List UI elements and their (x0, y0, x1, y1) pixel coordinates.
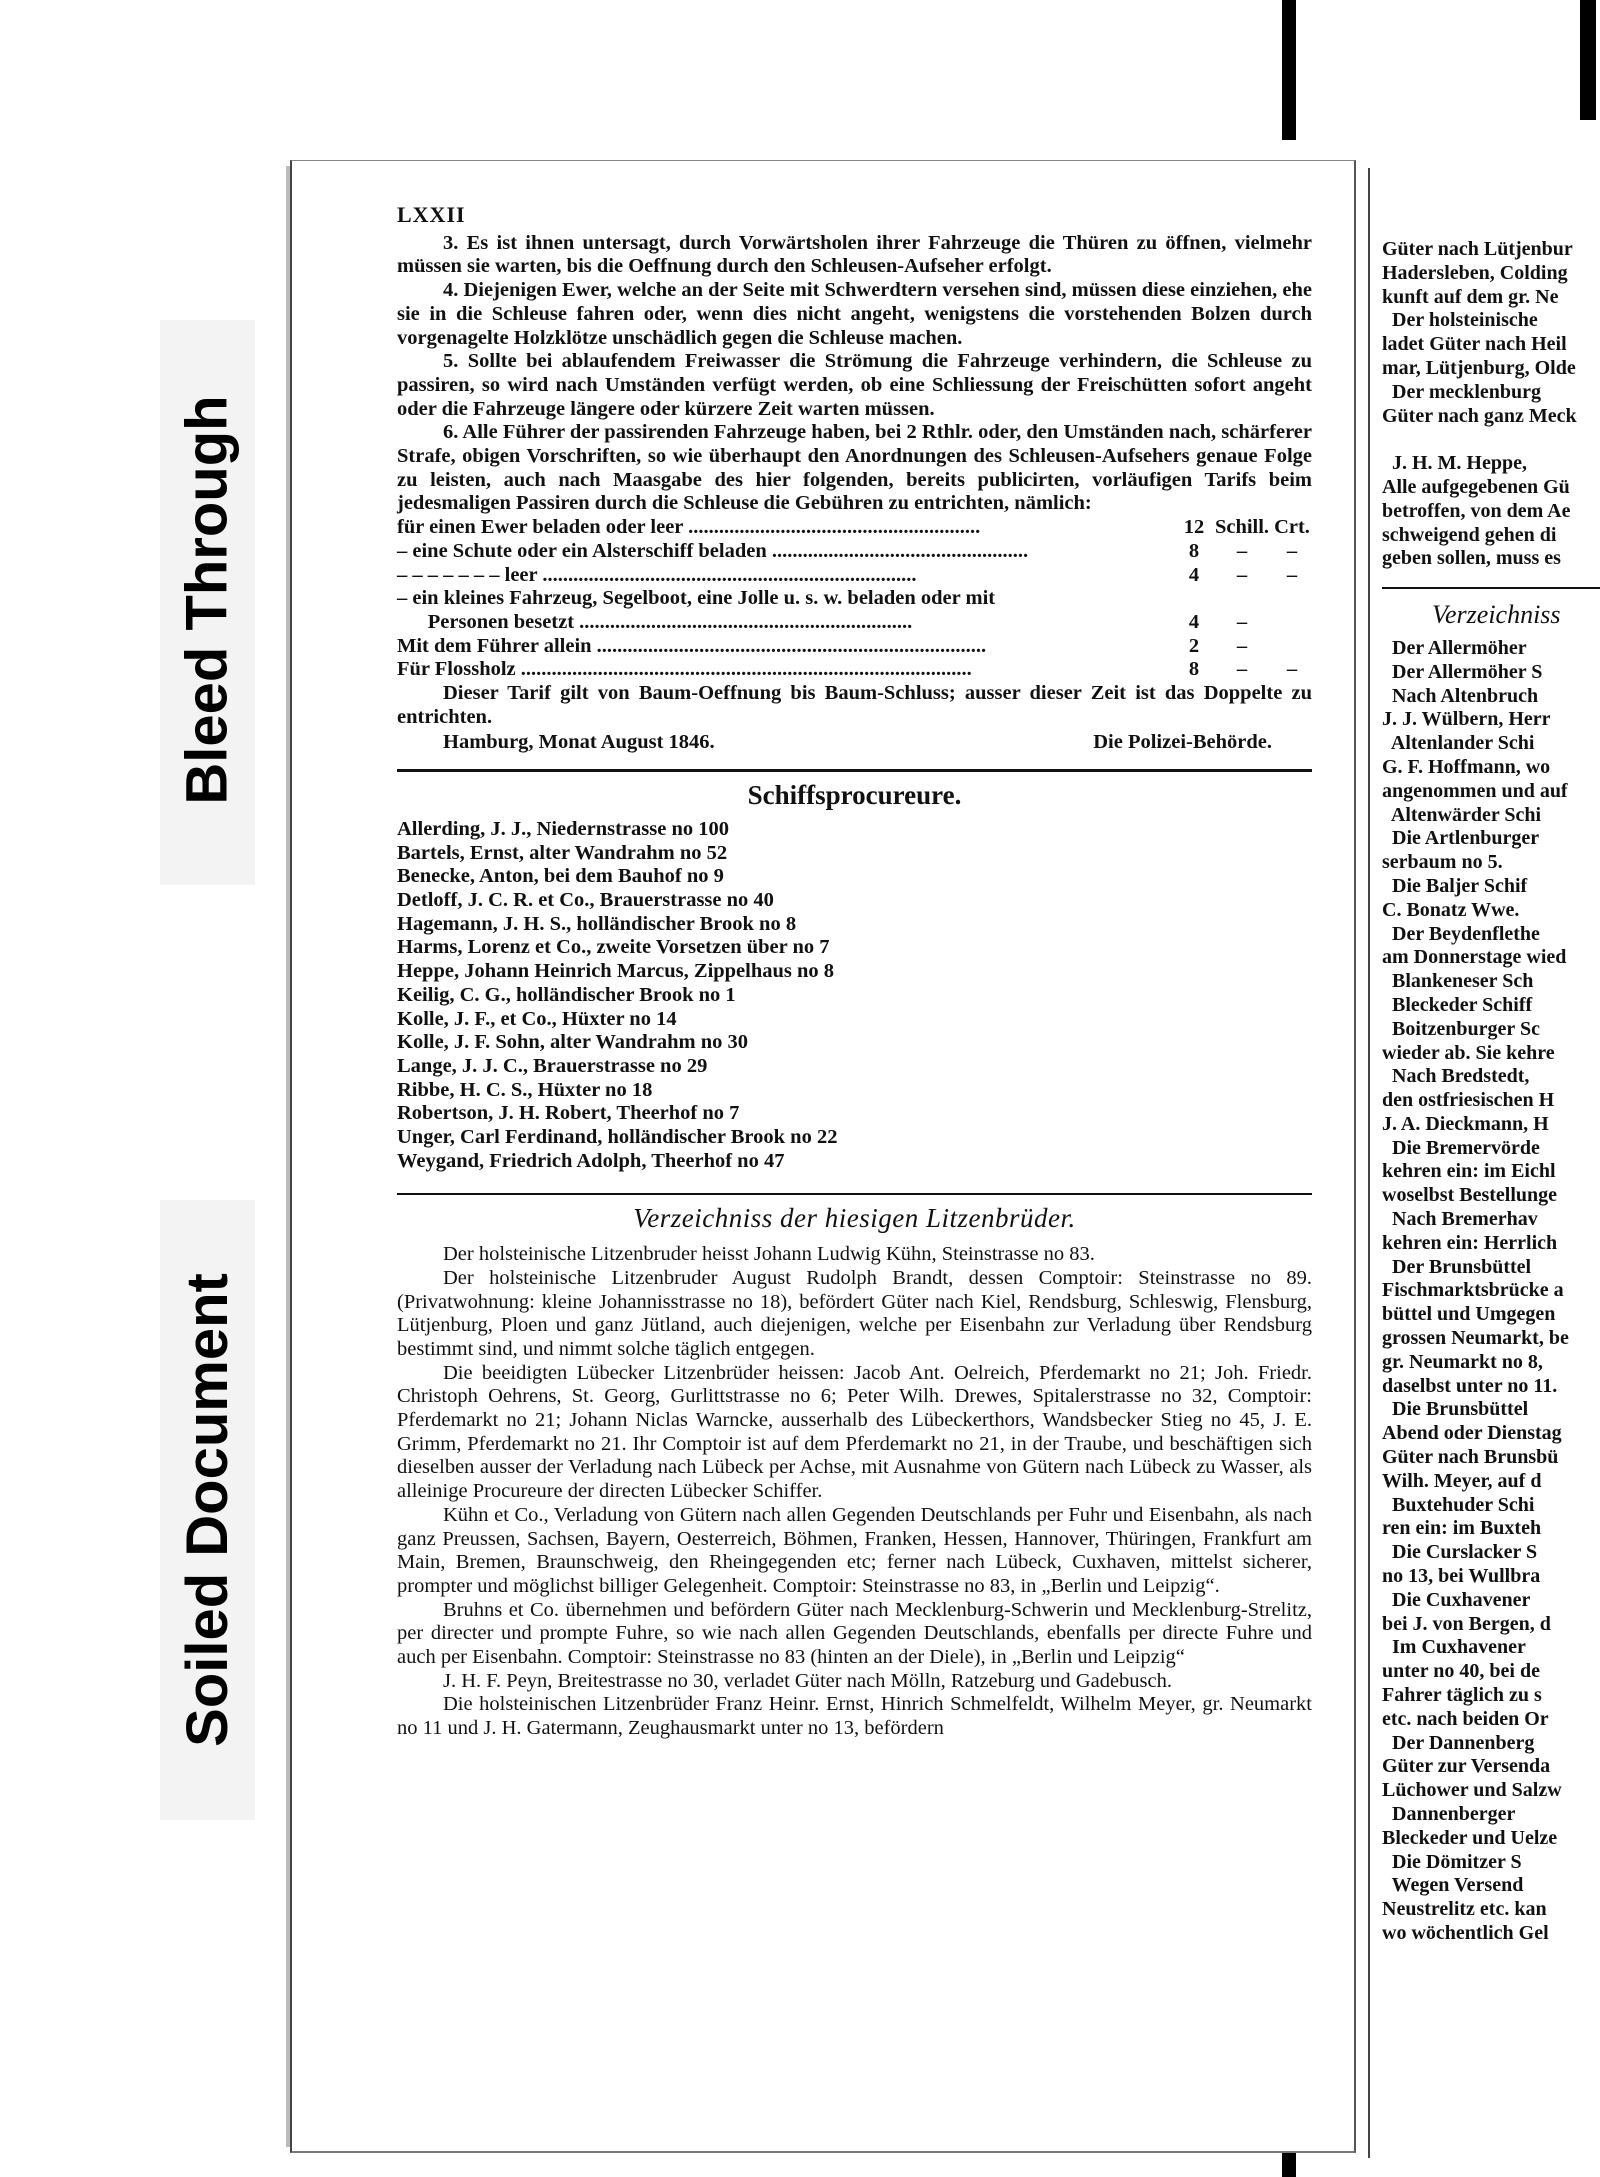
tarif-unit: Schill. (1214, 516, 1270, 539)
document-page (290, 160, 1356, 2153)
page-number: LXXII (397, 202, 466, 227)
adjacent-text-line: Der Brunsbüttel (1382, 1255, 1532, 1278)
list-item: Benecke, Anton, bei dem Bauhof no 9 (397, 865, 724, 888)
signature-row (397, 729, 1312, 755)
body-paragraph: J. H. F. Peyn, Breitestrasse no 30, verladet Güter nach Mölln, Ratzeburg und Gadebusch. (443, 1669, 1172, 1692)
adjacent-text-line: Der Dannenberg (1382, 1731, 1535, 1754)
section-divider (397, 769, 1312, 772)
signature-place-date: Hamburg, Monat August 1846. (443, 731, 715, 754)
adjacent-text-line: J. J. Wülbern, Herr (1382, 708, 1551, 731)
section-title-schiffsprocureure: Schiffsprocureure. (747, 780, 962, 811)
body-paragraph: Die beeidigten Lübecker Litzenbrüder heissen: Jacob Ant. Oelreich, Pferdemarkt no 21; Joh. Friedr. Christoph Oehrens, St. Georg, Gurlittstrasse no 6; Peter Wilh. Drewes, Spitalerstrasse no 32, Comptoir: Pferdemarkt no 21; Johann Niclas Warncke, ausserhalb des Lübeckerthors, Wandsbecker Stieg no 45, J. E. Grimm, Pferdemarkt no 21. Ihr Comptoir ist auf dem Pferdemarkt no 21, in der Traube, und beschäftigen sich dieselben ausser der Verladung nach Lübeck per Achse, mit Ausnahme von Gütern nach Lübeck zu Wasser, als alleinige Procureure der directen Lübecker Schiffer. (397, 1361, 1312, 1503)
adjacent-text-line: mar, Lütjenburg, Olde (1382, 356, 1576, 379)
adjacent-text-line: Güter nach Lütjenbur (1382, 238, 1573, 260)
list-item: Weygand, Friedrich Adolph, Theerhof no 47 (397, 1149, 785, 1172)
list-item: Ribbe, H. C. S., Hüxter no 18 (397, 1078, 653, 1101)
adjacent-text-line: etc. nach beiden Or (1382, 1707, 1549, 1730)
adjacent-text-line: Der holsteinische (1382, 309, 1538, 332)
adjacent-text-line: grossen Neumarkt, be (1382, 1327, 1569, 1350)
adjacent-text-line: Der Allermöher S (1382, 660, 1543, 683)
adjacent-text-line: no 13, bei Wullbra (1382, 1565, 1541, 1588)
rule-paragraph-4: 4. Diejenigen Ewer, welche an der Seite mit Schwerdtern versehen sind, müssen diese einziehen, ehe sie in die Schleuse fahren oder, wenn dies nicht angeht, wenigstens die vorstehenden Bolzen durch vorgenagelte Holzklötze unschädlich gegen die Schleuse machen. (397, 279, 1312, 349)
list-item: Keilig, C. G., holländischer Brook no 1 (397, 983, 736, 1006)
adjacent-text-line: Altenlander Schi (1382, 732, 1535, 755)
adjacent-text-line: Wilh. Meyer, auf d (1382, 1469, 1542, 1492)
tarif-row (397, 587, 1312, 611)
tarif-unit: – (1236, 539, 1248, 562)
adjacent-text-line: Hadersleben, Colding (1382, 261, 1568, 284)
adjacent-text-line: am Donnerstage wied (1382, 946, 1567, 969)
tarif-row (397, 658, 1312, 682)
adjacent-text-line: G. F. Hoffmann, wo (1382, 755, 1551, 778)
tarif-label: – eine Schute oder ein Alsterschiff beladen .................................................. (397, 539, 1029, 562)
tarif-unit: – (1236, 634, 1248, 657)
adjacent-text-line: Güter nach Brunsbü (1382, 1446, 1559, 1469)
signature-authority: Die Polizei-Behörde. (1093, 731, 1272, 754)
procureure-list (397, 818, 1312, 1174)
adjacent-text-line: wieder ab. Sie kehre (1382, 1041, 1555, 1064)
adjacent-text-line: Der mecklenburg (1382, 380, 1542, 403)
adjacent-text-line: angenommen und auf (1382, 779, 1568, 802)
tarif-label: Mit dem Führer allein ............................................................................ (397, 634, 987, 657)
tarif-currency (1272, 611, 1312, 635)
adjacent-text-line: ladet Güter nach Heil (1382, 333, 1567, 356)
adjacent-text-line: Buxtehuder Schi (1382, 1493, 1535, 1516)
adjacent-text-line: geben sollen, muss es (1382, 547, 1561, 570)
adjacent-text-line: Bleckeder und Uelze (1382, 1826, 1558, 1849)
adjacent-text-line: Die Curslacker S (1382, 1541, 1538, 1564)
tarif-value: 12 (1183, 516, 1205, 539)
adjacent-page (1368, 168, 1600, 2158)
tarif-label: Personen besetzt ................................................................. (397, 610, 913, 633)
tarif-label: – ein kleines Fahrzeug, Segelboot, eine Jolle u. s. w. beladen oder mit (397, 587, 996, 610)
tarif-row (397, 516, 1312, 540)
adjacent-text-line: Fischmarktsbrücke a (1382, 1279, 1564, 1302)
section-divider (1382, 587, 1600, 589)
adjacent-text-line: Abend oder Dienstag (1382, 1422, 1562, 1445)
list-item: Bartels, Ernst, alter Wandrahm no 52 (397, 841, 728, 864)
tarif-currency (1272, 587, 1312, 611)
adjacent-text-line: Die Baljer Schif (1382, 874, 1528, 897)
adjacent-text-line: Der Allermöher (1382, 636, 1532, 659)
adjacent-text-line: Güter nach ganz Meck (1382, 404, 1577, 427)
body-paragraph: Kühn et Co., Verladung von Gütern nach allen Gegenden Deutschlands per Fuhr und Eisenbahn, als nach ganz Preussen, Sachsen, Bayern, Oesterreich, Böhmen, Franken, Hessen, Hannover, Thüringen, Frankfurt am Main, Bremen, Braunschweig, den Rheingegenden etc; ferner nach Lübeck, Cuxhaven, mittelst sicherer, prompter und möglichst billiger Gelegenheit. Comptoir: Steinstrasse no 83, in „Berlin und Leipzig“. (397, 1503, 1312, 1597)
page-content (397, 203, 1312, 1741)
adjacent-text-line: Der Beydenflethe (1382, 922, 1540, 945)
adjacent-text-line: J. A. Dieckmann, H (1382, 1112, 1549, 1135)
body-paragraph: Der holsteinische Litzenbruder heisst Johann Ludwig Kühn, Steinstrasse no 83. (443, 1243, 1095, 1266)
section-title-litzenbrueder: Verzeichniss der hiesigen Litzenbrüder. (633, 1203, 1076, 1234)
list-item: Heppe, Johann Heinrich Marcus, Zippelhaus no 8 (397, 960, 835, 983)
adjacent-text-line: ren ein: im Buxteh (1382, 1517, 1542, 1540)
adjacent-text-line: Die Bremervörde (1382, 1136, 1540, 1159)
bleed-through-label: Bleed Through (174, 395, 240, 805)
adjacent-text-line: schweigend gehen di (1382, 523, 1557, 546)
adjacent-text-line: Nach Bredstedt, (1382, 1065, 1530, 1088)
list-item: Hagemann, J. H. S., holländischer Brook no 8 (397, 912, 797, 935)
list-item: Lange, J. J. C., Brauerstrasse no 29 (397, 1054, 708, 1077)
tarif-currency: Crt. (1274, 516, 1310, 539)
tarif-value: 4 (1188, 610, 1200, 633)
adjacent-text-line: kehren ein: Herrlich (1382, 1231, 1558, 1254)
adjacent-text-line: Alle aufgegebenen Gü (1382, 475, 1570, 498)
list-item: Allerding, J. J., Niedernstrasse no 100 (397, 817, 729, 840)
tarif-value: 2 (1188, 634, 1200, 657)
adjacent-text-line: Boitzenburger Sc (1382, 1017, 1540, 1040)
adjacent-text-line: Neustrelitz etc. kan (1382, 1898, 1547, 1921)
adjacent-text-line: C. Bonatz Wwe. (1382, 898, 1520, 921)
adjacent-text-line: Fahrer täglich zu s (1382, 1684, 1542, 1707)
adjacent-text-line: daselbst unter no 11. (1382, 1374, 1558, 1397)
soiled-document-label: Soiled Document (175, 1273, 240, 1747)
adjacent-page-bottom-text (1382, 637, 1600, 1946)
list-item: Kolle, J. F., et Co., Hüxter no 14 (397, 1007, 677, 1030)
tarif-table (397, 516, 1312, 682)
adjacent-text-line: Die Brunsbüttel (1382, 1398, 1529, 1421)
adjacent-text-line: Die Dömitzer S (1382, 1850, 1522, 1873)
adjacent-text-line: Nach Altenbruch (1382, 684, 1539, 707)
tarif-row (397, 635, 1312, 659)
litzenbrueder-text (397, 1243, 1312, 1741)
adjacent-text-line: bei J. von Bergen, d (1382, 1612, 1551, 1635)
scan-edge-bar-right (1580, 0, 1596, 120)
list-item: Kolle, J. F. Sohn, alter Wandrahm no 30 (397, 1031, 749, 1054)
adjacent-text-line: serbaum no 5. (1382, 851, 1503, 874)
tarif-unit: – (1236, 610, 1248, 633)
section-divider (397, 1193, 1312, 1195)
adjacent-text-line: gr. Neumarkt no 8, (1382, 1350, 1543, 1373)
tarif-value: 8 (1188, 539, 1200, 562)
tarif-value (1176, 587, 1212, 611)
scan-edge-bar-left (1282, 0, 1296, 140)
list-item: Robertson, J. H. Robert, Theerhof no 7 (397, 1102, 740, 1125)
adjacent-text-line: Bleckeder Schiff (1382, 993, 1533, 1016)
adjacent-page-content (1382, 238, 1600, 1946)
adjacent-text-line: den ostfriesischen H (1382, 1089, 1555, 1112)
list-item: Unger, Carl Ferdinand, holländischer Brook no 22 (397, 1126, 838, 1149)
tarif-label: für einen Ewer beladen oder leer ......................................................... (397, 516, 981, 539)
tarif-currency: – (1286, 539, 1298, 562)
rule-paragraph-5: 5. Sollte bei ablaufendem Freiwasser die Strömung die Fahrzeuge verhindern, die Schleuse zu passiren, so wird nach Umständen verfügt werden, ob eine Schliessung der Freischütten sofort angeht oder die Fahrzeuge längere oder kürzere Zeit warten müssen. (397, 350, 1312, 420)
adjacent-page-top-text (1382, 238, 1600, 571)
tarif-unit (1212, 587, 1272, 611)
tarif-row (397, 564, 1312, 588)
body-paragraph: Der holsteinische Litzenbruder August Rudolph Brandt, dessen Comptoir: Steinstrasse no 89. (Privatwohnung: kleine Johannisstrasse no 18), befördert Güter nach Kiel, Rendsburg, Schleswig, Flensburg, Lütjenburg, Ploen und ganz Jütland, auch diejenigen, welche per Eisenbahn zur Verladung über Rendsburg bestimmt sind, und nimmt solche täglich entgegen. (397, 1266, 1312, 1360)
rule-paragraph-6: 6. Alle Führer der passirenden Fahrzeuge haben, bei 2 Rthlr. oder, den Umständen nach, schärferer Strafe, obigen Vorschriften, so wie überhaupt den Anordnungen des Schleusen-Aufsehers genaue Folge zu leisten, auch nach Maasgabe des hier folgenden, bereits publicirten, vorläufigen Tarifs beim jedesmaligen Passiren durch die Schleuse die Gebühren zu entrichten, nämlich: (397, 421, 1312, 515)
adjacent-text-line: Blankeneser Sch (1382, 970, 1534, 993)
adjacent-text-line: wo wöchentlich Gel (1382, 1921, 1549, 1944)
tarif-value: 8 (1188, 658, 1200, 681)
tarif-currency (1272, 635, 1312, 659)
adjacent-text-line: Dannenberger (1382, 1803, 1516, 1825)
adjacent-text-line: kehren ein: im Eichl (1382, 1160, 1556, 1183)
adjacent-text-line: Nach Bremerhav (1382, 1208, 1538, 1231)
adjacent-text-line: woselbst Bestellunge (1382, 1184, 1557, 1207)
adjacent-text-line: Im Cuxhavener (1382, 1636, 1526, 1659)
adjacent-text-line: Die Artlenburger (1382, 827, 1540, 850)
body-paragraph: Bruhns et Co. übernehmen und befördern Güter nach Mecklenburg-Schwerin und Mecklenburg-Strelitz, per directer und prompte Fuhre, so wie nach allen Gegenden Deutschlands, ebenfalls per directe Fuhre und auch per Eisenbahn. Comptoir: Steinstrasse no 83 (hinten an der Diele), in „Berlin und Leipzig“ (397, 1598, 1312, 1669)
tarif-row (397, 540, 1312, 564)
adjacent-text-line: Die Cuxhavener (1382, 1588, 1531, 1611)
adjacent-text-line: J. H. M. Heppe, (1382, 452, 1527, 475)
adjacent-text-line: kunft auf dem gr. Ne (1382, 285, 1559, 308)
tarif-row (397, 611, 1312, 635)
adjacent-text-line: Altenwärder Schi (1382, 803, 1542, 826)
adjacent-text-line: Güter zur Versenda (1382, 1755, 1551, 1778)
tarif-unit: – (1236, 658, 1248, 681)
adjacent-text-line (1382, 428, 1600, 452)
adjacent-text-line: unter no 40, bei de (1382, 1660, 1540, 1683)
list-item: Detloff, J. C. R. et Co., Brauerstrasse no 40 (397, 888, 774, 911)
adjacent-text-line: betroffen, von dem Ae (1382, 499, 1571, 522)
tarif-value: 4 (1188, 563, 1200, 586)
tarif-label: – – – – – – – leer ......................................................................... (397, 563, 917, 586)
list-item: Harms, Lorenz et Co., zweite Vorsetzen über no 7 (397, 936, 830, 959)
adjacent-text-line: büttel und Umgegen (1382, 1303, 1556, 1326)
adjacent-text-line: Lüchower und Salzw (1382, 1779, 1562, 1802)
rule-paragraph-3: 3. Es ist ihnen untersagt, durch Vorwärtsholen ihrer Fahrzeuge die Thüren zu öffnen, vielmehr müssen sie warten, bis die Oeffnung durch den Schleusen-Aufseher erfolgt. (397, 231, 1312, 278)
adjacent-text-line: Wegen Versend (1382, 1874, 1524, 1897)
tarif-currency: – (1286, 658, 1298, 681)
tarif-unit: – (1236, 563, 1248, 586)
adjacent-section-title: Verzeichniss (1432, 600, 1561, 630)
tarif-currency: – (1286, 563, 1298, 586)
body-paragraph: Die holsteinischen Litzenbrüder Franz Heinr. Ernst, Hinrich Schmelfeldt, Wilhelm Meyer, gr. Neumarkt no 11 und J. H. Gatermann, Zeughausmarkt unter no 13, befördern (397, 1693, 1312, 1740)
tarif-label: Für Flossholz ........................................................................................ (397, 658, 972, 681)
tarif-note: Dieser Tarif gilt von Baum-Oeffnung bis Baum-Schluss; ausser dieser Zeit ist das Doppelte zu entrichten. (397, 682, 1312, 728)
